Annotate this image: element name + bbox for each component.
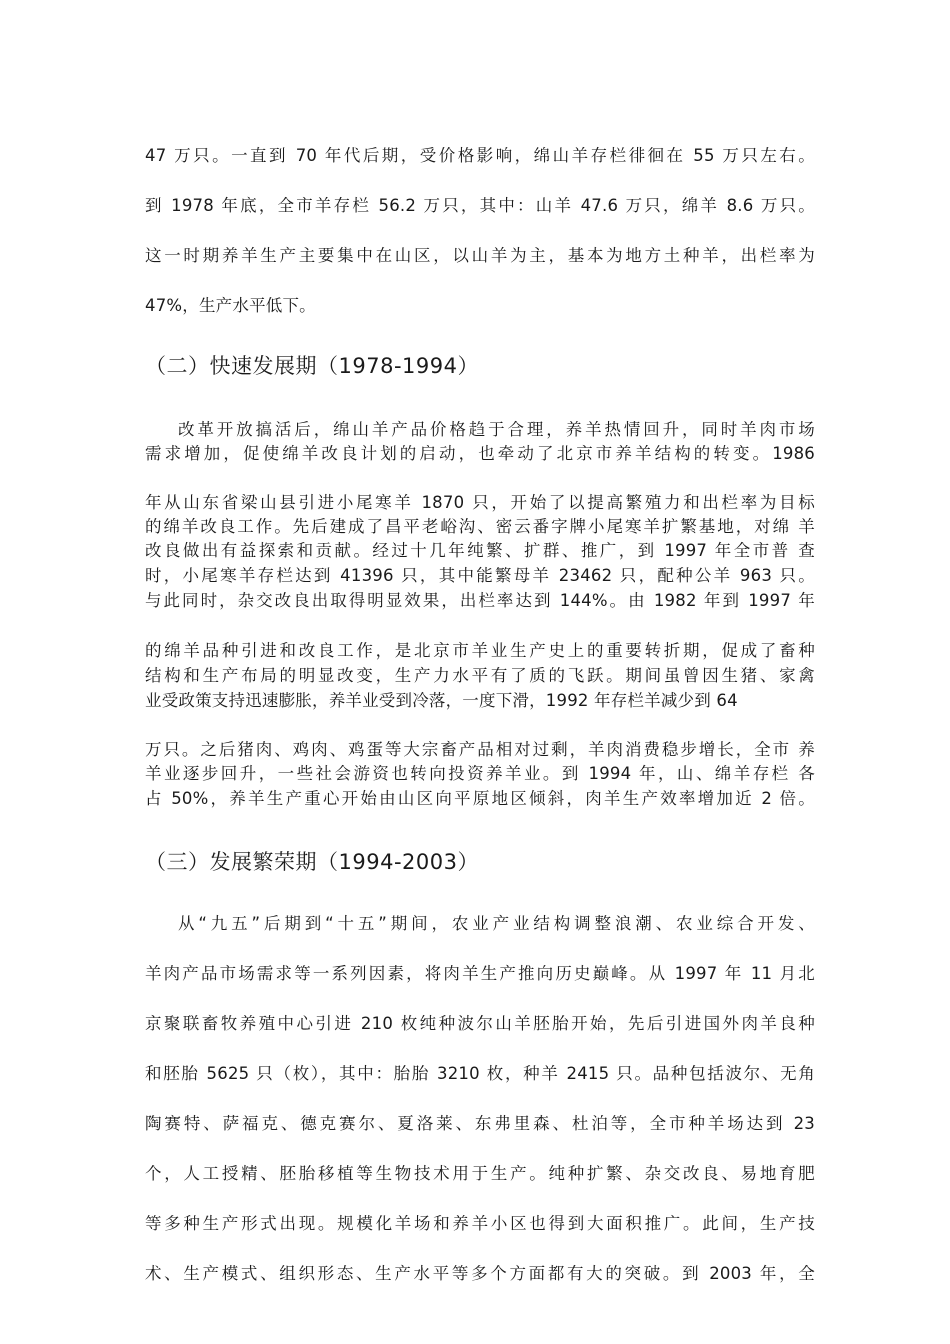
section-heading: （二）快速发展期（1978-1994） xyxy=(145,354,479,378)
section-heading: （三）发展繁荣期（1994-2003） xyxy=(145,850,479,874)
paragraph-line: 时，小尾寒羊存栏达到 41396 只，其中能繁母羊 23462 只，配种公羊 963 只。 xyxy=(145,566,815,585)
paragraph-line: 从“九五”后期到“十五”期间，农业产业结构调整浪潮、农业综合开发、 xyxy=(178,914,815,933)
paragraph-line: 个，人工授精、胚胎移植等生物技术用于生产。纯种扩繁、杂交改良、易地育肥 xyxy=(145,1164,815,1183)
paragraph-line: 47%，生产水平低下。 xyxy=(145,296,316,315)
paragraph-line: 万只。之后猪肉、鸡肉、鸡蛋等大宗畜产品相对过剩，羊肉消费稳步增长，全市 养 xyxy=(145,740,815,759)
paragraph-line: 术、生产模式、组织形态、生产水平等多个方面都有大的突破。到 2003 年，全 xyxy=(145,1264,815,1283)
paragraph-line: 羊业逐步回升，一些社会游资也转向投资养羊业。到 1994 年，山、绵羊存栏 各 xyxy=(145,764,815,783)
paragraph-line: 需求增加，促使绵羊改良计划的启动，也牵动了北京市养羊结构的转变。1986 xyxy=(145,444,815,463)
paragraph-line: 结构和生产布局的明显改变，生产力水平有了质的飞跃。期间虽曾因生猪、家禽 xyxy=(145,666,815,685)
paragraph-line: 47 万只。一直到 70 年代后期，受价格影响，绵山羊存栏徘徊在 55 万只左右。 xyxy=(145,146,815,165)
paragraph-line: 改良做出有益探索和贡献。经过十几年纯繁、扩群、推广，到 1997 年全市普 查 xyxy=(145,541,815,560)
paragraph-line: 的绵羊改良工作。先后建成了昌平老峪沟、密云番字牌小尾寒羊扩繁基地，对绵 羊 xyxy=(145,517,815,536)
paragraph-line: 这一时期养羊生产主要集中在山区，以山羊为主，基本为地方土种羊，出栏率为 xyxy=(145,246,815,265)
paragraph-line: 的绵羊品种引进和改良工作，是北京市羊业生产史上的重要转折期，促成了畜种 xyxy=(145,641,815,660)
paragraph-line: 改革开放搞活后，绵山羊产品价格趋于合理，养羊热情回升，同时羊肉市场 xyxy=(178,420,815,439)
paragraph-line: 与此同时，杂交改良出取得明显效果，出栏率达到 144%。由 1982 年到 1997 年 xyxy=(145,591,815,610)
paragraph-line: 业受政策支持迅速膨胀，养羊业受到冷落，一度下滑，1992 年存栏羊减少到 64 xyxy=(145,691,738,710)
paragraph-line: 陶赛特、萨福克、德克赛尔、夏洛莱、东弗里森、杜泊等，全市种羊场达到 23 xyxy=(145,1114,815,1133)
paragraph-line: 等多种生产形式出现。规模化羊场和养羊小区也得到大面积推广。此间，生产技 xyxy=(145,1214,815,1233)
paragraph-line: 占 50%，养羊生产重心开始由山区向平原地区倾斜，肉羊生产效率增加近 2 倍。 xyxy=(145,789,815,808)
paragraph-line: 羊肉产品市场需求等一系列因素，将肉羊生产推向历史巅峰。从 1997 年 11 月北 xyxy=(145,964,815,983)
paragraph-line: 和胚胎 5625 只（枚），其中：胎胎 3210 枚，种羊 2415 只。品种包括波尔、无角 xyxy=(145,1064,815,1083)
paragraph-line: 到 1978 年底，全市羊存栏 56.2 万只，其中：山羊 47.6 万只，绵羊 8.6 万只。 xyxy=(145,196,815,215)
paragraph-line: 年从山东省梁山县引进小尾寒羊 1870 只，开始了以提高繁殖力和出栏率为目标 xyxy=(145,493,815,512)
paragraph-line: 京聚联畜牧养殖中心引进 210 枚纯种波尔山羊胚胎开始，先后引进国外肉羊良种 xyxy=(145,1014,815,1033)
